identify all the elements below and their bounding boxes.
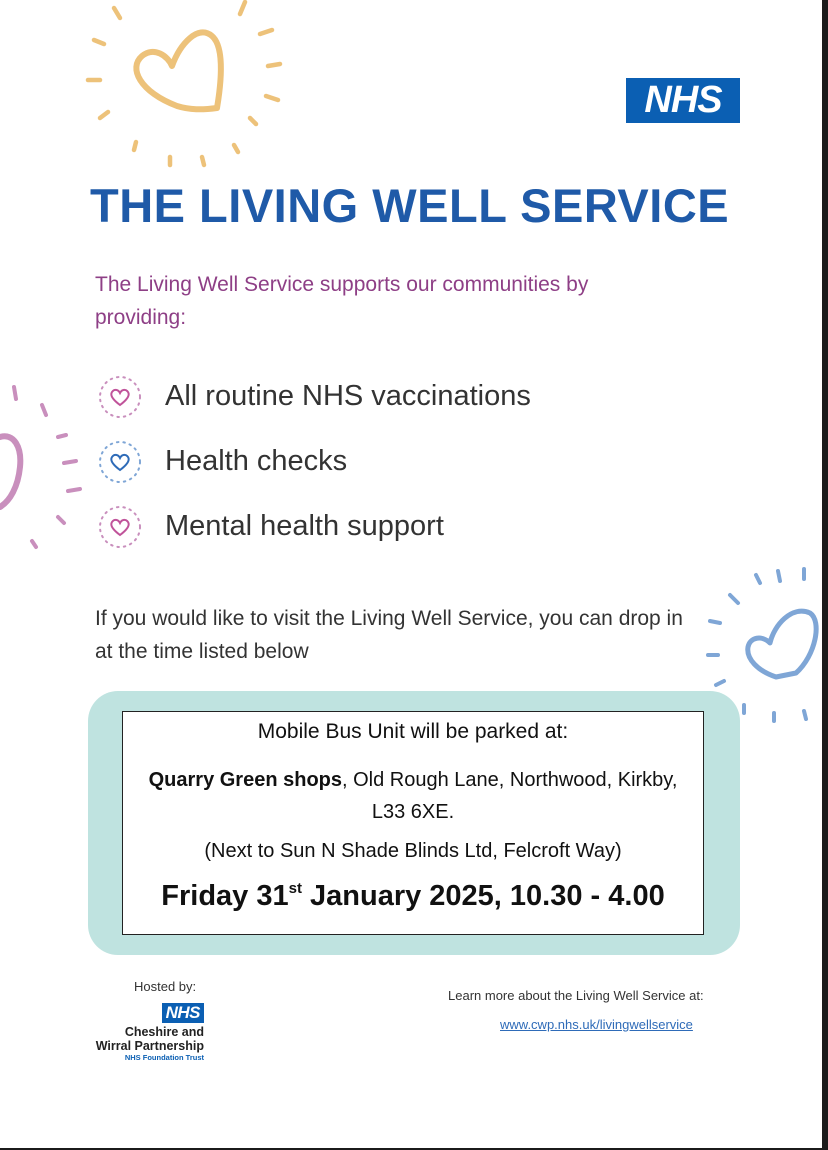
bus-location [123, 764, 703, 828]
service-label: All routine NHS vaccinations [165, 380, 531, 412]
location-name: Quarry Green shops [148, 769, 343, 791]
intro-text: The Living Well Service supports our communities by providing: [95, 273, 589, 329]
bus-landmark: (Next to Sun N Shade Blinds Ltd, Felcroft Way) [204, 840, 622, 862]
list-item [95, 494, 531, 559]
cwp-logo [90, 1003, 204, 1063]
gold-heart-burst-icon [80, 0, 290, 175]
nhs-logo: NHS [626, 78, 740, 123]
date-prefix: Friday 31 [161, 880, 289, 912]
pink-heart-burst-icon [0, 375, 90, 565]
event-date-time [123, 880, 703, 913]
pink-dotted-heart-icon [95, 502, 145, 552]
services-list [95, 364, 531, 559]
service-label: Health checks [165, 445, 348, 477]
list-item [95, 429, 531, 494]
location-address: , Old Rough Lane, Northwood, Kirkby, L33 6XE. [342, 769, 678, 823]
date-rest: January 2025, 10.30 - 4.00 [301, 880, 665, 912]
service-label: Mental health support [165, 510, 444, 542]
page-title: THE LIVING WELL SERVICE [90, 179, 730, 232]
pink-dotted-heart-icon [95, 372, 145, 422]
cwp-name-line1: Cheshire and [124, 1025, 204, 1039]
blue-dotted-heart-icon [95, 437, 145, 487]
cwp-name-line2: Wirral Partnership [95, 1039, 204, 1053]
cwp-trust: NHS Foundation Trust [124, 1053, 204, 1062]
parked-label: Mobile Bus Unit will be parked at: [257, 720, 569, 743]
date-suffix: st [288, 880, 302, 897]
learn-more-text: Learn more about the Living Well Service at: [448, 988, 704, 1003]
hosted-by-label: Hosted by: [134, 979, 197, 994]
cwp-nhs-badge: NHS [162, 1003, 204, 1023]
visit-text: If you would like to visit the Living Well Service, you can drop in at the time listed below [95, 607, 683, 663]
list-item [95, 364, 531, 429]
bus-info-box [122, 711, 704, 935]
service-website-link[interactable]: www.cwp.nhs.uk/livingwellservice [500, 1017, 693, 1032]
